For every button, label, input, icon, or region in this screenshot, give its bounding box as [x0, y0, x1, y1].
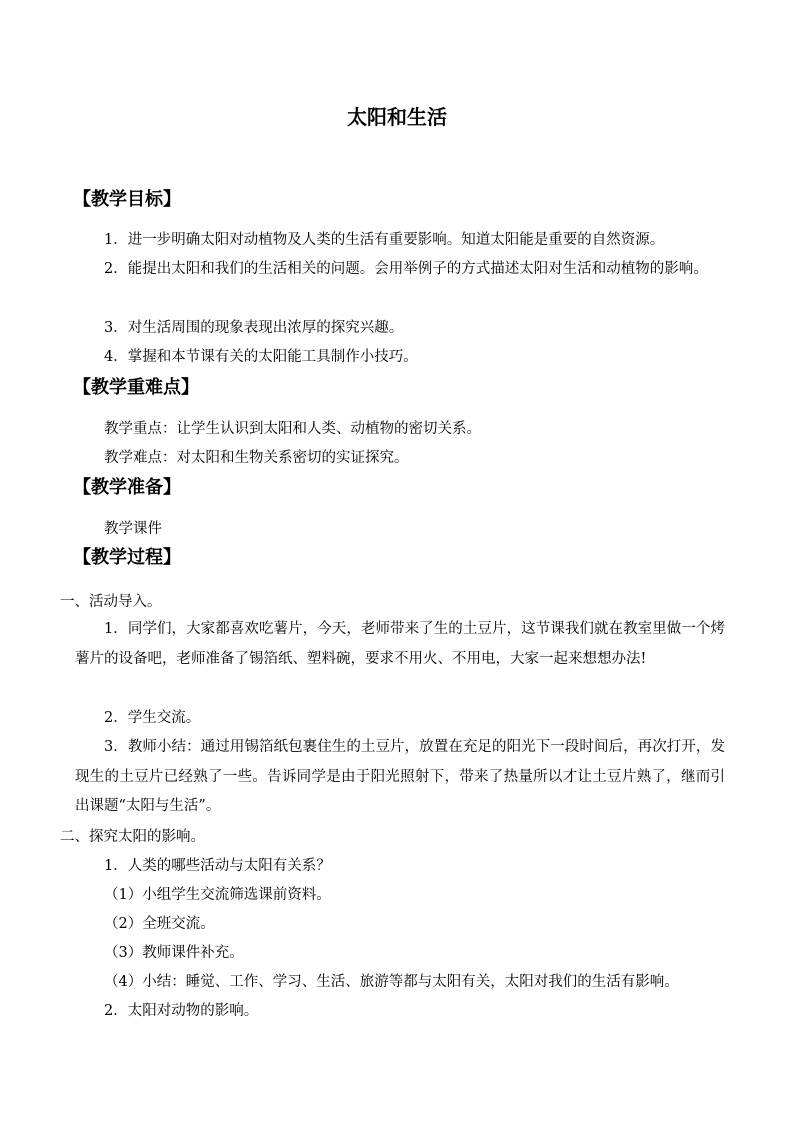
section-heading-objectives: 【教学目标】 [73, 189, 181, 210]
process-part2-subitem-4: （4）小结：睡觉、工作、学习、生活、旅游等都与太阳有关，太阳对我们的生活有影响。 [104, 974, 679, 990]
process-part2-title: 二、探究太阳的影响。 [60, 829, 205, 845]
objective-item-2: 2．能提出太阳和我们的生活相关的问题。会用举例子的方式描述太阳对生活和动植物的影响。 [104, 261, 708, 277]
process-part2-subitem-1: （1）小组学生交流筛选课前资料。 [104, 887, 331, 903]
process-part1-item-2: 2．学生交流。 [104, 710, 201, 726]
process-part2-subitem-2: （2）全班交流。 [104, 916, 215, 932]
process-part2-subitem-3: （3）教师课件补充。 [104, 945, 244, 961]
objective-item-3: 3．对生活周围的现象表现出浓厚的探究兴趣。 [104, 320, 404, 336]
key-point-difficulty: 教学难点：对太阳和生物关系密切的实证探究。 [104, 450, 409, 466]
section-heading-process: 【教学过程】 [73, 547, 181, 568]
process-part1-item-1: 1．同学们，大家都喜欢吃薯片，今天，老师带来了生的土豆片，这节课我们就在教室里做一个烤薯片的设备吧，老师准备了锡箔纸、塑料碗，要求不用火、不用电，大家一起来想想办法! [75, 621, 725, 667]
process-part1-title: 一、活动导入。 [60, 594, 162, 610]
objective-item-4: 4．掌握和本节课有关的太阳能工具制作小技巧。 [104, 349, 418, 365]
key-point-focus: 教学重点：让学生认识到太阳和人类、动植物的密切关系。 [104, 421, 481, 437]
section-heading-preparation: 【教学准备】 [73, 477, 181, 498]
objective-item-1: 1．进一步明确太阳对动植物及人类的生活有重要影响。知道太阳能是重要的自然资源。 [104, 232, 665, 248]
section-heading-key-points: 【教学重难点】 [73, 377, 199, 398]
process-part2-item-2: 2．太阳对动物的影响。 [104, 1003, 259, 1019]
preparation-text: 教学课件 [104, 521, 162, 537]
process-part2-item-1: 1．人类的哪些活动与太阳有关系？ [104, 858, 331, 874]
process-part1-item-3: 3．教师小结：通过用锡箔纸包裹住生的土豆片，放置在充足的阳光下一段时间后，再次打开，发现生的土豆片已经熟了一些。告诉同学是由于阳光照射下，带来了热量所以才让土豆片熟了，继而引出课题“太阳与生活”。 [75, 739, 725, 814]
document-title: 太阳和生活 [347, 105, 447, 129]
